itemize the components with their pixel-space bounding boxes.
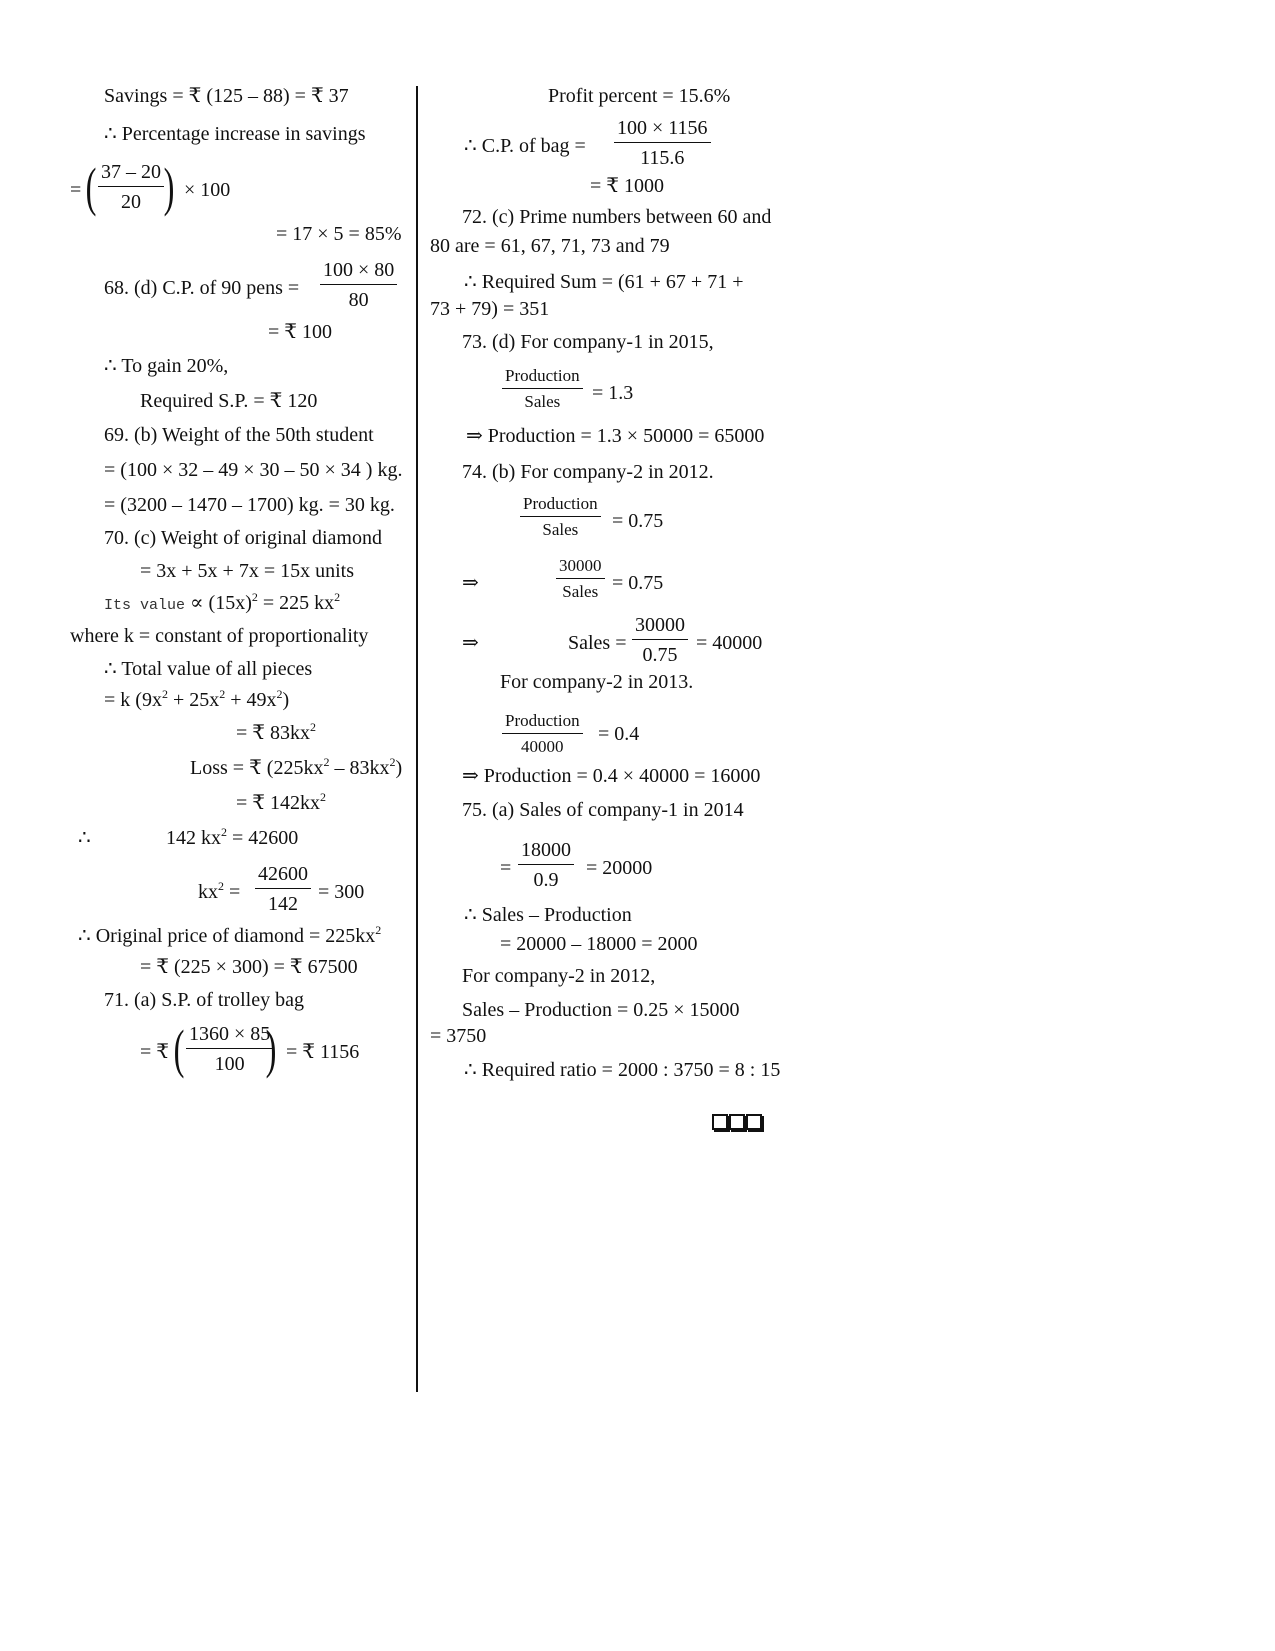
eq-rupee-prefix: = ₹ <box>140 1041 170 1063</box>
sales-production-025: Sales – Production = 0.25 × 15000 <box>462 999 740 1021</box>
eq-0-75: = 0.75 <box>612 510 664 532</box>
percentage-increase-line: ∴ Percentage increase in savings <box>104 123 366 145</box>
fraction-71 <box>186 1022 273 1076</box>
times-100: × 100 <box>184 179 231 201</box>
where-k-line: where k = constant of proportionality <box>70 625 369 647</box>
fraction-74c <box>632 613 688 667</box>
fraction-numerator: Production <box>520 494 601 517</box>
fraction-denominator: 115.6 <box>640 147 685 169</box>
fraction-denominator: Sales <box>542 520 579 539</box>
therefore-symbol: ∴ <box>78 827 91 849</box>
required-ratio-line: ∴ Required ratio = 2000 : 3750 = 8 : 15 <box>464 1059 781 1081</box>
production-16000-line: ⇒ Production = 0.4 × 40000 = 16000 <box>462 765 761 787</box>
sales-equals-label: Sales = <box>568 632 627 654</box>
k-expr-part: + 49x <box>225 689 277 711</box>
eq-142kx-line: = ₹ $142kx^2$ <box>236 790 327 814</box>
fraction-numerator: 42600 <box>255 862 311 889</box>
eq-300: = 300 <box>318 881 365 903</box>
fraction-denominator: 100 <box>214 1053 245 1075</box>
fraction-74 <box>520 494 601 540</box>
question-72-line-a: 80 are = 61, 67, 71, 73 and 79 <box>430 235 670 257</box>
question-71: 71. (a) S.P. of trolley bag <box>104 989 304 1011</box>
fraction-numerator: 100 × 1156 <box>614 116 711 143</box>
company-2-2013-line: For company-2 in 2013. <box>500 671 694 693</box>
fraction-savings <box>98 160 164 214</box>
fraction-denominator: Sales <box>524 392 561 411</box>
original-price-text: ∴ Original price of diamond = 225kx <box>78 925 376 947</box>
box-icon <box>729 1114 745 1130</box>
kx-term: kx <box>198 881 218 903</box>
k-expression-line: = k $(9x^2 + 25x^2 + 49x^2)$ <box>104 687 290 711</box>
loss-part: ) <box>395 757 403 779</box>
eq-1-3: = 1.3 <box>592 382 634 404</box>
right-paren: ) <box>163 157 175 217</box>
question-72: 72. (c) Prime numbers between 60 and <box>462 206 772 228</box>
question-69: 69. (b) Weight of the 50th student <box>104 424 374 446</box>
fraction-numerator: 100 × 80 <box>320 258 397 285</box>
question-70: 70. (c) Weight of original diamond <box>104 527 382 549</box>
eq-83kx-line: = ₹ $83kx^2$ <box>236 720 317 744</box>
sales-production-line: ∴ Sales – Production <box>464 904 632 926</box>
eq-0-4: = 0.4 <box>598 723 640 745</box>
eq-83kx-text: = ₹ 83kx <box>236 722 311 744</box>
company-2-2012-line: For company-2 in 2012, <box>462 965 656 987</box>
fraction-numerator: 30000 <box>556 556 605 579</box>
question-73: 73. (d) For company-1 in 2015, <box>462 331 714 353</box>
eq-1000: = ₹ 1000 <box>590 175 665 197</box>
left-paren: ( <box>173 1019 185 1079</box>
eq-42600: = 42600 <box>227 827 299 849</box>
fraction-denominator: 40000 <box>521 737 564 756</box>
eq-20000: = 20000 <box>586 857 653 879</box>
k-expr-part: ) <box>282 689 290 711</box>
fraction-denominator: 80 <box>348 289 369 311</box>
fraction-denominator: 0.75 <box>642 644 678 666</box>
kx-term: 142 kx <box>166 827 221 849</box>
proportional-text: ∝ (15x) <box>190 592 252 614</box>
end-marker-boxes <box>712 1114 763 1135</box>
box-icon <box>746 1114 762 1130</box>
production-65000-line: ⇒ Production = 1.3 × 50000 = 65000 <box>466 425 765 447</box>
eq-42600-line: 142 $kx^2 = 42600$ <box>166 825 299 849</box>
fraction-denominator: 142 <box>268 893 298 915</box>
total-value-line: ∴ Total value of all pieces <box>104 658 313 680</box>
loss-part: – 83kx <box>329 757 390 779</box>
question-69-line-a: = (100 × 32 – 49 × 30 – 50 × 34 ) kg. <box>104 459 403 481</box>
fraction-75 <box>518 838 574 892</box>
question-70-line-a: = 3x + 5x + 7x = 15x units <box>140 560 355 582</box>
gain-20-line: ∴ To gain 20%, <box>104 355 229 377</box>
implies-arrow: ⇒ <box>462 632 479 654</box>
fraction-2013 <box>502 711 583 757</box>
eq-0-75-b: = 0.75 <box>612 572 664 594</box>
fraction-cp-bag <box>614 116 711 170</box>
eq-1156: = ₹ 1156 <box>286 1041 360 1063</box>
cp-100-line: = ₹ 100 <box>268 321 333 343</box>
eq-40000: = 40000 <box>696 632 763 654</box>
eq-3750: = 3750 <box>430 1025 487 1047</box>
loss-part: Loss = ₹ (225kx <box>190 757 324 779</box>
question-74: 74. (b) For company-2 in 2012. <box>462 461 714 483</box>
loss-line: Loss = ₹ $(225kx^2 - 83kx^2)$ <box>190 755 403 779</box>
savings-line: Savings = ₹ (125 – 88) = ₹ 37 <box>104 85 349 107</box>
k-expr-part: = k (9x <box>104 689 162 711</box>
fraction-68 <box>320 258 397 312</box>
question-75: 75. (a) Sales of company-1 in 2014 <box>462 799 744 821</box>
fraction-denominator: 20 <box>121 191 141 213</box>
fraction-numerator: Production <box>502 366 583 389</box>
question-68: 68. (d) C.P. of 90 pens = <box>104 277 300 299</box>
fraction-numerator: 1360 × 85 <box>186 1022 273 1049</box>
right-paren: ) <box>265 1019 277 1079</box>
question-69-line-b: = (3200 – 1470 – 1700) kg. = 30 kg. <box>104 494 395 516</box>
fraction-300 <box>255 862 311 916</box>
left-paren: ( <box>85 157 97 217</box>
fraction-numerator: 18000 <box>518 838 574 865</box>
its-value-line: Its value ∝ $(15x)^2 = 225$ $kx^2$ <box>104 590 341 614</box>
fraction-73 <box>502 366 583 412</box>
required-sum-line-2: 73 + 79) = 351 <box>430 298 550 320</box>
original-price-line: ∴ Original price of diamond = $225kx^2$ <box>78 923 382 947</box>
eq-142kx-text: = ₹ 142kx <box>236 792 321 814</box>
k-expr-part: + 25x <box>167 689 220 711</box>
result-85-percent: = 17 × 5 = 85% <box>276 223 402 245</box>
sales-production-2000: = 20000 – 18000 = 2000 <box>500 933 698 955</box>
fraction-numerator: 30000 <box>632 613 688 640</box>
kx-squared-label: $kx^2$ = <box>198 879 241 903</box>
implies-arrow: ⇒ <box>462 572 479 594</box>
fraction-numerator: Production <box>502 711 583 734</box>
equals: = <box>224 881 241 903</box>
required-sp-line: Required S.P. = ₹ 120 <box>140 390 318 412</box>
fraction-numerator: 37 – 20 <box>98 160 164 187</box>
price-67500-line: = ₹ (225 × 300) = ₹ 67500 <box>140 956 358 978</box>
cp-of-bag-label: ∴ C.P. of bag = <box>464 135 586 157</box>
fraction-denominator: Sales <box>562 582 599 601</box>
box-icon <box>712 1114 728 1130</box>
equals-sign: = <box>500 857 512 879</box>
fraction-denominator: 0.9 <box>533 869 559 891</box>
profit-percent-line: Profit percent = 15.6% <box>548 85 731 107</box>
its-value-label: Its value <box>104 597 186 614</box>
equals-sign: = <box>70 179 82 201</box>
fraction-74b <box>556 556 605 602</box>
column-divider <box>416 86 418 1392</box>
proportional-result: = 225 kx <box>257 592 335 614</box>
required-sum-line: ∴ Required Sum = (61 + 67 + 71 + <box>464 271 744 293</box>
